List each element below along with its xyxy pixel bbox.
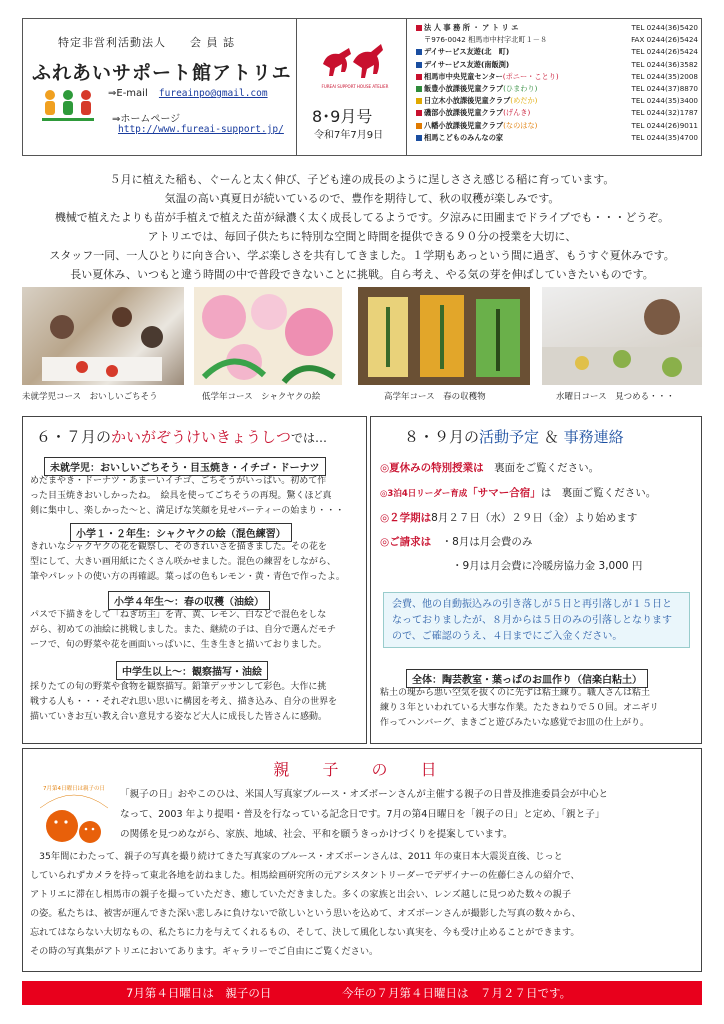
schedule-row-value: 8月２７日（水）２９日（金）より始めます: [431, 512, 638, 524]
intro-text: [22, 170, 702, 284]
directory-row: [416, 22, 698, 34]
bullet-square-icon: [416, 74, 422, 80]
photo-caption: 未就学児コース おいしいごちそう: [22, 392, 158, 402]
intro-line: アトリエでは、毎回子供たちに特別な空間と時間を提供できる９０分の授業を大切に、: [147, 230, 577, 243]
pottery-line: 粘土の塊から悪い空気を抜くのに先ずは粘土練り。職人さんは粘土: [380, 688, 651, 698]
pottery-heading-text: 全体：陶芸教室・葉っぱのお皿作り（信楽白粘土）: [406, 669, 648, 688]
schedule-row: [452, 558, 642, 573]
org-name: ふれあいサポート館アトリエ: [32, 62, 292, 84]
directory-phone: TEL 0244(35)3400: [631, 96, 698, 106]
directory-row: [416, 71, 698, 83]
schedule-title-prefix: ８・９月の: [404, 428, 480, 446]
photo-harvest: [358, 287, 530, 385]
homepage-label: ⇒ホームページ: [112, 114, 181, 125]
bullet-square-icon: [416, 98, 422, 104]
homepage-link[interactable]: http://www.fureai-support.jp/: [118, 124, 284, 135]
directory-phone: TEL 0244(36)5420: [631, 23, 698, 32]
footer-left: 7月第４日曜日は 親子の日: [126, 986, 272, 1000]
schedule-title: [404, 426, 624, 447]
directory-name-text: 〒976-0042 相馬市中村字北町１－８: [424, 35, 548, 45]
item-body: [30, 474, 360, 519]
intro-line: 気温の高い真夏日が続いているので、豊作を期待して、秋の収穫が楽しみです。: [164, 192, 560, 205]
directory-phone: TEL 0244(35)2008: [631, 71, 698, 81]
photo-preschool: [22, 287, 184, 385]
directory-name: [416, 120, 537, 132]
pottery-heading: [406, 668, 648, 688]
directory-name: [416, 132, 503, 144]
schedule-row-value: は 裏面ご覧ください。: [540, 487, 657, 499]
bullet-square-icon: [416, 62, 422, 68]
item-heading-text: 中学生以上～：観察描写・油絵: [116, 661, 268, 680]
horse-logo-icon: [315, 34, 395, 92]
bullet-square-icon: [416, 110, 422, 116]
directory-row: [416, 83, 698, 95]
directory-name-text: 八幡小放課後児童クラブ: [424, 120, 504, 130]
bullet-square-icon: [416, 25, 422, 31]
item-line: きれいなシャクヤクの花を観察し、そのきれいさを描きました。その花を: [30, 542, 327, 552]
email-link[interactable]: fureainpo@gmail.com: [158, 88, 268, 99]
parent-child-title: 親 子 の 日: [273, 760, 451, 779]
workshop-title-suffix: では…: [291, 431, 328, 445]
directory-row: [416, 95, 698, 107]
parent-child-badge-text: 7月第4日曜日は親子の日: [43, 786, 105, 792]
directory-name: [416, 83, 537, 95]
schedule-row: [380, 460, 599, 475]
bullet-square-icon: [416, 49, 422, 55]
item-body: [30, 680, 360, 725]
parent-child-line: 「親子の日」おやこのひは、米国人写真家ブルース・オズボーンさんが主催する親子の日普及推進委員会が中心と: [120, 789, 609, 800]
item-heading: [44, 456, 326, 476]
schedule-row-value: ・8月は月会費のみ: [431, 536, 533, 548]
issue-date: 令和7年7月9日: [314, 130, 384, 141]
item-line: 筆やパレットの使い方の再確認。葉っぱの色もレモン・黄・青色で作ったよ。: [30, 572, 345, 582]
pottery-line: 作ってハンバーグ、まきごと遊びみたいな感覚でお皿の仕上がり。: [380, 718, 650, 728]
email-label: ⇒E-mail: [108, 88, 148, 99]
bullet-square-icon: [416, 135, 422, 141]
item-body: [30, 608, 360, 653]
workshop-title-prefix: ６・７月の: [36, 428, 112, 446]
schedule-title-suffix: 事務連絡: [563, 428, 624, 446]
org-type: 特定非営利活動法人 会 員 誌: [58, 36, 235, 49]
schedule-row-key: ◎夏休みの特別授業は: [380, 462, 484, 474]
directory-row: [416, 107, 698, 119]
item-heading-text: 小学４年生～：春の収穫（油絵）: [108, 591, 270, 610]
intro-line: 長い夏休み、いつもと違う時間の中で普段できないことに挑戦。自ら考え、やる気の芽を伸ばしていきたいものです。: [70, 268, 654, 281]
parent-child-line: の姿。私たちは、被害が運んできた深い悲しみに負けないで欲しいという思いを込めて、オズボーンさんが撮影した写真の数々から、: [30, 908, 581, 919]
schedule-title-amp: ＆: [543, 428, 559, 446]
directory-nickname: (なのはな): [503, 120, 538, 130]
parent-child-line: その時の写真集がアトリエにおいてあります。ギャラリーでご自由にご覧ください。: [30, 946, 379, 957]
photo-caption: 水曜日コース 見つめる・・・: [556, 392, 675, 402]
directory-nickname: (げんき): [503, 108, 531, 118]
schedule-row-key: ◎２学期は: [380, 512, 432, 524]
item-line: 描いていきお互い教え合い意見する姿など大人に成長した皆さんに感動。: [30, 712, 328, 722]
footer-banner: [22, 981, 702, 1005]
pottery-line: 練り３年といわれている大事な作業。たたきねりで５０回。オニギリ: [380, 703, 659, 713]
item-line: 採りたての旬の野菜や食物を観察描写。鉛筆デッサンして彩色。大作に挑: [30, 682, 327, 692]
directory-nickname: (ポニー・ことり): [502, 71, 559, 81]
bullet-square-icon: [416, 123, 422, 129]
directory-name: [416, 46, 509, 58]
schedule-row-value: 裏面をご覧ください。: [483, 462, 600, 474]
directory-name-text: デイサービス友遊(北 町): [424, 47, 510, 57]
directory-phone: TEL 0244(35)4700: [631, 132, 698, 142]
payment-notice: 会費、他の自動振込みの引き落しが５日と再引落しが１５日となっておりましたが、８月からは５日のみの引落しとなりますので、ご確認のうえ、４日までにご入金ください。: [383, 592, 690, 648]
item-heading: [116, 660, 268, 680]
directory-row: [416, 34, 698, 46]
directory-phone: TEL 0244(26)9011: [631, 120, 698, 130]
directory-name: [416, 71, 559, 83]
item-line: めだまやき・ドーナツ・あまーいイチゴ、ごちそうがいっぱい。初めて作: [30, 476, 327, 486]
parent-child-line: 35年間にわたって、親子の写真を撮り続けてきた写真家のブルース・オズボーンさんは、2011 年の東日本大震災直後、じっと: [30, 851, 563, 862]
parent-child-line: していられずカメラを持って東北各地を訪ねました。相馬絵画研究所の元アシスタントリーダーでデザイナーの佐藤仁さんの紹介で、: [30, 870, 580, 881]
item-heading-text: 小学１・２年生：シャクヤクの絵（混色練習）: [70, 523, 292, 542]
directory-nickname: (めだか): [510, 96, 538, 106]
schedule-row-value: ・9月は月会費に冷暖房協力金 3,000 円: [452, 560, 643, 572]
directory-row: [416, 132, 698, 144]
directory-name-text: デイサービス友遊(南飯渕): [424, 59, 510, 69]
atelier-logo-icon: [40, 86, 96, 126]
item-line: パスで下描きをして「ねぎ坊主」を青、黄、レモン、白などで混色をしな: [30, 610, 327, 620]
parent-child-line: 忘れてはならない大切なもの、私たちに力を与えてくれるもの、そして、決して風化しない真実を、今も受け止めることができます。: [30, 927, 580, 938]
parent-child-line: なって、2003 年より提唱・普及を行なっている記念日です。7月の第4日曜日を「親子の日」と定め、「親と子」: [120, 809, 605, 820]
item-heading: [108, 590, 270, 610]
intro-line: スタッフ一同、一人ひとりに向き合い、学ぶ楽しさを共有してきました。１学期もあっという間に過ぎ、もうすぐ夏休みです。: [49, 249, 675, 262]
directory-phone: TEL 0244(37)8870: [631, 84, 698, 94]
intro-line: ５月に植えた稲も、ぐーんと太く伸び、子ども達の成長のように逞しささえ感じる稲に育っています。: [109, 173, 615, 186]
directory-name-text: 日立木小放課後児童クラブ: [424, 96, 511, 106]
email-row: [108, 88, 268, 99]
parent-child-body: [30, 847, 698, 961]
directory-list: [416, 22, 698, 144]
directory-phone: TEL 0244(32)1787: [631, 108, 698, 118]
schedule-row: [380, 534, 532, 549]
photo-caption: 低学年コース シャクヤクの絵: [202, 392, 321, 402]
directory-name: [416, 34, 547, 46]
item-line: った目玉焼きおいしかったね。 絵具を使ってごちそうの再現。驚くほど真: [30, 491, 332, 501]
item-line: ーフで、旬の野菜や花を画面いっぱいに、生き生きと描いておりました。: [30, 640, 327, 650]
photo-peony: [194, 287, 342, 385]
svg-text:FUREAI SUPPORT HOUSE ATELIER: FUREAI SUPPORT HOUSE ATELIER: [321, 84, 389, 89]
schedule-row-key: ◎3泊4日リーダー育成: [380, 489, 468, 499]
directory-row: [416, 59, 698, 71]
parent-child-line: アトリエに滞在し相馬市の親子を撮っていただき、癒していただきました。多くの家族と出会い、レンズ越しに見つめた数々の親子: [30, 889, 572, 900]
schedule-row-key: ◎ご請求は: [380, 536, 432, 548]
directory-name: [416, 95, 537, 107]
item-line: がら、初めての油絵に挑戦しました。また、継続の子は、自分で選んだモチ: [30, 625, 337, 635]
schedule-row: [380, 485, 656, 500]
workshop-title: [36, 426, 327, 447]
issue-number: 8･9月号: [312, 107, 373, 126]
footer-right: 今年の７月第４日曜日は ７月２７日です。: [342, 986, 572, 1000]
item-heading: [70, 522, 292, 542]
schedule-row: [380, 510, 637, 525]
item-line: 戦する人も・・・それぞれ思い思いに構図を考え、描き込み、自分の世界を: [30, 697, 338, 707]
directory-phone: TEL 0244(36)3582: [631, 59, 698, 69]
item-line: 剣に集中し、楽しかった～と、満足げな笑顔を見せパーティーの始まり・・・: [30, 506, 345, 516]
item-heading-text: 未就学児：おいしいごちそう・目玉焼き・イチゴ・ドーナツ: [44, 457, 326, 476]
item-body: [30, 540, 360, 585]
parent-child-intro: [120, 785, 696, 845]
schedule-title-highlight: 活動予定: [479, 428, 540, 446]
directory-name: [416, 59, 509, 71]
parent-child-line: の関係を見つめながら、家族、地域、社会、平和を願うきっかけづくりを提案しています。: [120, 829, 513, 840]
photo-caption: 高学年コース 春の収穫物: [384, 392, 486, 402]
workshop-title-highlight: かいがぞうけいきょうしつ: [111, 428, 292, 446]
schedule-row-highlight: 「サマー合宿」: [467, 487, 541, 499]
photo-observe: [542, 287, 702, 385]
directory-name-text: 飯豊小放課後児童クラブ: [424, 84, 504, 94]
directory-name-text: 相馬こどものみんなの家: [424, 132, 504, 142]
directory-nickname: (ひまわり): [503, 84, 538, 94]
directory-name-text: 相馬市中央児童センター: [424, 71, 503, 81]
directory-phone: FAX 0244(26)5424: [631, 35, 698, 45]
directory-row: [416, 46, 698, 58]
intro-line: 機械で植えたよりも苗が手植えで植えた苗が緑濃く太く成長してるようです。夕涼みに田圃までドライブでも・・・どうぞ。: [54, 211, 670, 224]
directory-name-text: 法 人 事 務 所 ・ ア ト リ エ: [424, 23, 519, 32]
directory-phone: TEL 0244(26)5424: [631, 47, 698, 57]
bullet-square-icon: [416, 86, 422, 92]
directory-name: [416, 107, 530, 119]
directory-name: [416, 22, 518, 34]
item-line: 型にして、大きい画用紙にたくさん咲かせました。混色の練習をしながら、: [30, 557, 336, 567]
directory-row: [416, 120, 698, 132]
pottery-body: [380, 686, 698, 731]
directory-name-text: 磯部小放課後児童クラブ: [424, 108, 504, 118]
